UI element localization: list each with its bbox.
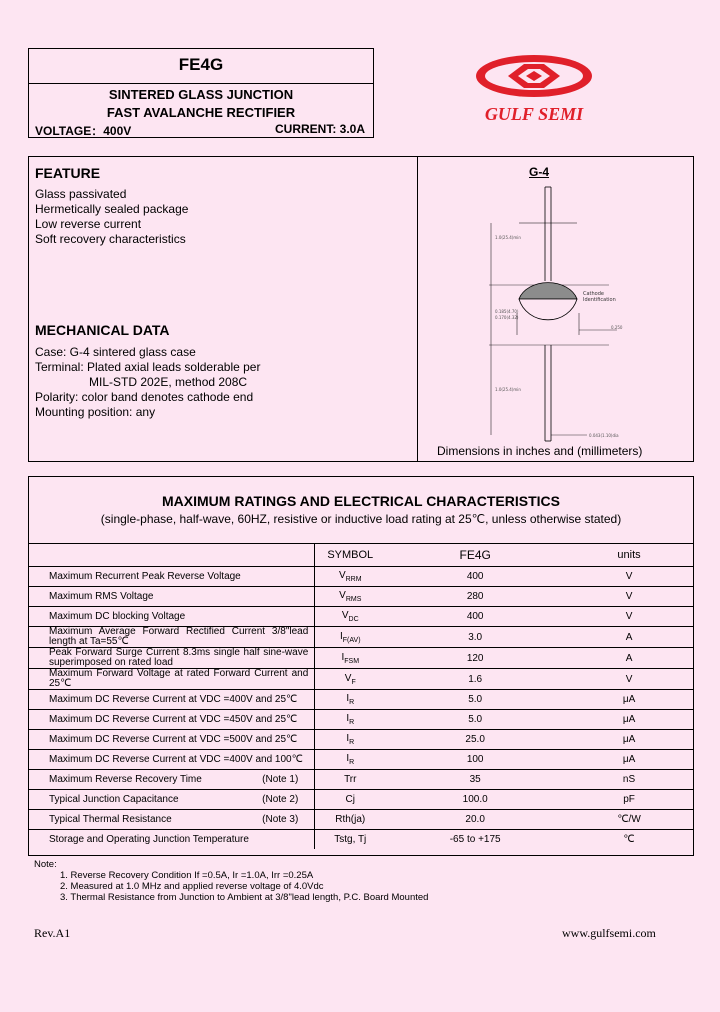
param-label: Maximum DC Reverse Current at VDC =400V and 100℃: [49, 754, 303, 765]
ratings-title: MAXIMUM RATINGS AND ELECTRICAL CHARACTERISTICS: [162, 493, 560, 509]
symbol-main: Tstg, Tj: [334, 834, 367, 845]
symbol-subscript: FSM: [344, 657, 360, 665]
list-item: Polarity: color band denotes cathode end: [35, 390, 254, 404]
unit-cell: A: [625, 631, 633, 643]
param-note: (Note 2): [262, 794, 299, 805]
symbol-main: Rth(ja): [335, 814, 366, 825]
company-logo: [468, 52, 600, 128]
symbol-cell: [315, 770, 385, 790]
value-cell: 400: [466, 611, 484, 622]
symbol-subscript: R: [349, 699, 355, 706]
list-item: Hermetically sealed package: [35, 202, 189, 216]
param-label: Maximum Forward Voltage at rated Forward Current and 25℃: [49, 668, 309, 689]
param-label: Maximum DC Reverse Current at VDC =450V and 25℃: [49, 714, 298, 725]
notes-title: Note:: [34, 859, 57, 870]
logo-text: GULF SEMI: [484, 104, 584, 124]
unit-cell: V: [625, 673, 633, 685]
table-row: [29, 790, 693, 810]
list-item: Mounting position: any: [35, 405, 156, 419]
ratings-table-body: [29, 544, 693, 849]
features-box: [28, 156, 694, 462]
notes: [34, 859, 428, 903]
table-header-row: [29, 544, 693, 567]
mechanical-title: MECHANICAL DATA: [35, 322, 170, 338]
symbol-cell: [315, 710, 385, 730]
param-note: (Note 1): [262, 774, 299, 785]
symbol-cell: [315, 607, 385, 627]
svg-text:1.0(25.4)min: 1.0(25.4)min: [495, 235, 521, 240]
value-cell: 120: [466, 652, 484, 664]
revision: Rev.A1: [34, 926, 71, 940]
mechanical-list: [35, 345, 260, 420]
table-row: [29, 710, 693, 730]
unit-cell: pF: [623, 794, 635, 805]
symbol-main: I: [339, 630, 343, 642]
glass-body: [519, 299, 577, 320]
package-diagram: [459, 185, 669, 447]
unit-cell: ℃/W: [617, 814, 641, 825]
part-number-cell: [29, 49, 373, 84]
symbol-main: I: [346, 713, 350, 724]
param-label: Peak Forward Surge Current 8.3ms single half sine-wave superimposed on rated load: [49, 647, 309, 668]
current-rating: CURRENT: 3.0A: [274, 122, 365, 136]
table-row: [29, 830, 693, 850]
ratings-subtitle: (single-phase, half-wave, 60HZ, resistive or inductive load rating at 25℃, unless otherwise stated): [100, 512, 622, 526]
param-label: Storage and Operating Junction Temperature: [49, 834, 249, 845]
table-row: [29, 810, 693, 830]
svg-text:0.250: 0.250: [611, 325, 623, 330]
param-label: Typical Junction Capacitance: [49, 794, 179, 805]
table-row: [29, 567, 693, 587]
part-header: FE4G: [459, 548, 491, 562]
title-line-2: FAST AVALANCHE RECTIFIER: [106, 105, 296, 120]
unit-cell: A: [625, 652, 633, 664]
symbol-cell: [315, 648, 385, 669]
param-cell: [29, 669, 315, 690]
cathode-label-2: Identification: [583, 297, 616, 303]
symbol-main: V: [339, 590, 346, 601]
param-label: Maximum DC Reverse Current at VDC =500V and 25℃: [49, 734, 298, 745]
param-note: (Note 3): [262, 814, 299, 825]
value-cell: 100: [466, 754, 484, 765]
value-cell: 280: [466, 591, 484, 602]
list-item: Terminal: Plated axial leads solderable per: [35, 360, 261, 374]
param-cell: [29, 730, 315, 750]
list-item: Soft recovery characteristics: [35, 232, 186, 246]
symbol-main: I: [346, 693, 350, 704]
ratings-box: [28, 476, 694, 856]
unit-cell: V: [625, 611, 633, 622]
table-row: [29, 770, 693, 790]
svg-text:0.170(4.32): 0.170(4.32): [495, 315, 519, 320]
divider-vertical: [417, 157, 418, 461]
value-cell: 20.0: [465, 814, 485, 825]
part-number: FE4G: [178, 55, 224, 74]
title-line-1: SINTERED GLASS JUNCTION: [108, 87, 294, 102]
param-cell: [29, 567, 315, 587]
symbol-cell: [315, 830, 385, 850]
symbol-main: V: [338, 570, 346, 581]
value-cell: 1.6: [468, 673, 483, 685]
symbol-cell: [315, 587, 385, 607]
symbol-subscript: DC: [348, 616, 359, 623]
symbol-cell: [315, 669, 385, 690]
symbol-cell: [315, 730, 385, 750]
value-cell: 5.0: [468, 714, 483, 725]
unit-cell: μA: [622, 694, 636, 705]
param-cell: [29, 770, 315, 790]
list-item: Low reverse current: [35, 217, 142, 231]
param-cell: [29, 810, 315, 830]
table-row: [29, 607, 693, 627]
symbol-subscript: R: [349, 719, 355, 726]
symbol-cell: [315, 810, 385, 830]
list-item: MIL-STD 202E, method 208C: [89, 375, 248, 389]
symbol-main: V: [341, 610, 349, 621]
value-cell: 5.0: [468, 694, 483, 705]
table-row: [29, 730, 693, 750]
param-cell: [29, 790, 315, 810]
param-cell: [29, 750, 315, 770]
symbol-cell: [315, 790, 385, 810]
symbol-subscript: RMS: [345, 596, 362, 603]
param-label: Maximum Recurrent Peak Reverse Voltage: [49, 571, 241, 582]
symbol-subscript: F: [351, 678, 356, 686]
value-cell: 25.0: [465, 734, 485, 745]
param-cell: [29, 710, 315, 730]
param-cell: [29, 830, 315, 850]
value-cell: 100.0: [462, 794, 488, 805]
unit-cell: μA: [622, 714, 636, 725]
logo-mark-icon: [468, 52, 600, 102]
param-cell: [29, 587, 315, 607]
note-item: 3. Thermal Resistance from Junction to Ambient at 3/8"lead length, P.C. Board Mounted: [60, 892, 429, 903]
unit-cell: ℃: [623, 834, 635, 845]
unit-cell: μA: [622, 734, 636, 745]
symbol-subscript: R: [349, 759, 355, 766]
symbol-cell: [315, 690, 385, 710]
value-cell: -65 to +175: [449, 834, 501, 845]
units-header: units: [617, 549, 641, 561]
param-cell: [29, 607, 315, 627]
list-item: Case: G-4 sintered glass case: [35, 345, 196, 359]
param-label: Maximum DC Reverse Current at VDC =400V and 25℃: [49, 694, 298, 705]
symbol-cell: [315, 750, 385, 770]
table-row: [29, 669, 693, 690]
symbol-header: SYMBOL: [315, 544, 385, 567]
symbol-main: Cj: [345, 794, 355, 805]
feature-title: FEATURE: [35, 165, 101, 181]
list-item: Glass passivated: [35, 187, 127, 201]
package-label: G-4: [529, 165, 550, 179]
ratings-table-wrap: [29, 543, 693, 849]
param-label: Maximum Average Forward Rectified Current 3/8"lead length at Ta=55℃: [49, 626, 309, 647]
symbol-cell: [315, 567, 385, 587]
value-cell: 3.0: [468, 631, 483, 643]
table-row: [29, 750, 693, 770]
param-header-cell: [29, 544, 315, 567]
param-label: Maximum Reverse Recovery Time: [49, 774, 202, 785]
svg-text:0.043(1.10)dia: 0.043(1.10)dia: [589, 433, 619, 438]
symbol-subscript: RRM: [345, 576, 362, 583]
svg-text:0.185(4.70): 0.185(4.70): [495, 309, 519, 314]
note-item: 2. Measured at 1.0 MHz and applied reverse voltage of 4.0Vdc: [60, 881, 324, 892]
symbol-subscript: F(AV): [342, 636, 361, 644]
table-row: [29, 648, 693, 669]
table-row: [29, 690, 693, 710]
symbol-main: I: [346, 753, 350, 764]
svg-text:1.0(25.4)min: 1.0(25.4)min: [495, 387, 521, 392]
cathode-label-1: Cathode: [583, 291, 604, 297]
param-label: Typical Thermal Resistance: [49, 814, 172, 825]
symbol-main: I: [346, 733, 350, 744]
note-item: 1. Reverse Recovery Condition If =0.5A, Ir =1.0A, Irr =0.25A: [60, 870, 314, 881]
unit-cell: nS: [622, 774, 636, 785]
voltage-rating: VOLTAGE：400V: [35, 124, 132, 138]
value-cell: 35: [469, 774, 481, 785]
header-box: [28, 48, 374, 138]
ratings-table: [29, 544, 693, 849]
unit-cell: V: [625, 571, 633, 582]
feature-list: [35, 187, 188, 247]
website-link[interactable]: www.gulfsemi.com: [562, 926, 656, 940]
unit-cell: V: [625, 591, 633, 602]
table-row: [29, 587, 693, 607]
symbol-subscript: R: [349, 739, 355, 746]
param-label: Maximum DC blocking Voltage: [49, 611, 186, 622]
param-cell: [29, 627, 315, 648]
symbol-main: I: [341, 651, 345, 663]
param-cell: [29, 690, 315, 710]
param-cell: [29, 648, 315, 669]
diagram-caption: Dimensions in inches and (millimeters): [437, 444, 643, 458]
unit-cell: μA: [622, 754, 636, 765]
symbol-main: V: [344, 672, 352, 684]
symbol-main: Trr: [344, 774, 357, 785]
value-cell: 400: [466, 571, 484, 582]
param-label: Maximum RMS Voltage: [49, 591, 154, 602]
symbol-cell: [315, 627, 385, 648]
table-row: [29, 627, 693, 648]
